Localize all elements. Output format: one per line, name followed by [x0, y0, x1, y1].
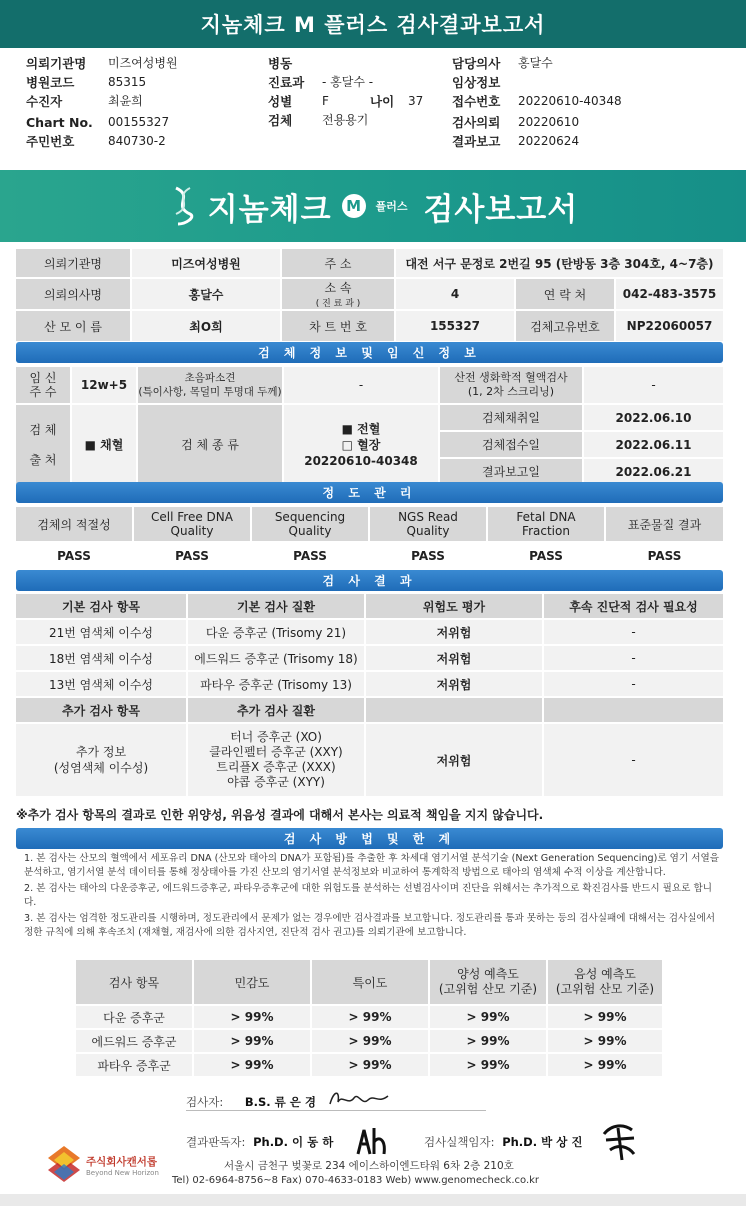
- tester-label: 검사자:: [186, 1095, 224, 1109]
- header-label: 수진자: [26, 94, 63, 109]
- qc-header: NGS Read: [398, 510, 458, 524]
- banner-m-badge: M: [342, 194, 366, 218]
- age-label: 나이: [370, 94, 395, 109]
- header-label: 병동: [268, 56, 293, 71]
- add-disease: 야콥 증후군 (XYY): [227, 775, 325, 789]
- results-header: 추가 검사 항목: [16, 698, 186, 722]
- perf-header: (고위험 산모 기준): [438, 982, 538, 996]
- qc-header-cell: [488, 507, 604, 541]
- qc-header-cell: [134, 507, 250, 541]
- specimen-table: [14, 365, 725, 486]
- add-item-cell: [16, 724, 186, 796]
- header-value: 20220624: [518, 134, 580, 148]
- screen-label: (1, 2차 스크리닝): [467, 385, 555, 398]
- info-value: 최O희: [132, 311, 280, 341]
- company-logo-icon: [46, 1144, 82, 1184]
- type-label: 검 체 종 류: [138, 405, 282, 484]
- info-value: 홍달수: [132, 279, 280, 309]
- date-value: 2022.06.21: [584, 459, 723, 484]
- report-title: 지놈체크 M 플러스 검사결과보고서: [0, 0, 746, 48]
- perf-cell: > 99%: [430, 1054, 546, 1076]
- header-value: 20220610-40348: [518, 94, 622, 108]
- header-label: 병원코드: [26, 75, 75, 90]
- footer: [0, 1140, 746, 1206]
- info-label: 의뢰의사명: [16, 279, 130, 309]
- company-address: 서울시 금천구 벚꽃로 234 에이스하이엔드타워 6차 2층 210호: [224, 1160, 514, 1172]
- date-label: 검체접수일: [440, 432, 582, 457]
- perf-cell: > 99%: [548, 1054, 662, 1076]
- add-item: 추가 정보: [75, 745, 127, 759]
- qc-header: 검체의 적절성: [16, 507, 132, 541]
- methods-text: [24, 852, 724, 941]
- dna-logo-icon: [168, 184, 198, 228]
- header-label: 검체: [268, 113, 293, 128]
- reviewer-name: Ph.D. 이 동 하: [253, 1135, 334, 1149]
- header-value: 미즈여성병원: [108, 56, 178, 70]
- banner-brand: 지놈체크: [207, 191, 332, 228]
- result-disease: 파타우 증후군 (Trisomy 13): [188, 672, 364, 696]
- footer-bar: [0, 1194, 746, 1206]
- result-follow: -: [544, 646, 723, 670]
- perf-cell: > 99%: [548, 1030, 662, 1052]
- header-value: 00155327: [108, 115, 170, 129]
- type-option: □ 혈장: [341, 437, 381, 452]
- info-label: 차 트 번 호: [282, 311, 394, 341]
- requester-info-table: [14, 247, 725, 343]
- header-value: 최윤희: [108, 94, 143, 108]
- type-id: 20220610-40348: [304, 453, 418, 468]
- qc-header: Cell Free DNA: [151, 510, 233, 524]
- patient-header: [0, 54, 746, 166]
- source-label: 출 처: [29, 452, 57, 467]
- screen-value: -: [584, 367, 723, 403]
- info-label: 산 모 이 름: [16, 311, 130, 341]
- perf-cell: 다운 증후군: [76, 1006, 192, 1028]
- company-name: 주식회사캔서롭: [86, 1156, 158, 1168]
- add-disease: 트리플X 증후군 (XXX): [216, 760, 336, 774]
- date-label: 검체채취일: [440, 405, 582, 430]
- qc-table: [14, 505, 725, 571]
- table-row: [16, 672, 723, 696]
- results-header: 추가 검사 질환: [188, 698, 364, 722]
- header-value: - 홍달수 -: [322, 75, 374, 89]
- date-label: 결과보고일: [440, 459, 582, 484]
- type-value-cell: [284, 405, 438, 484]
- info-sublabel: ( 진 료 과 ): [315, 299, 361, 309]
- screen-label-cell: [440, 367, 582, 403]
- signature-divider: [186, 1110, 486, 1111]
- perf-header: 민감도: [194, 960, 310, 1004]
- source-label: 검 체: [29, 422, 57, 437]
- ga-label-cell: [16, 367, 70, 403]
- header-label: 주민번호: [26, 134, 75, 149]
- perf-cell: > 99%: [194, 1054, 310, 1076]
- header-label: 진료과: [268, 75, 305, 90]
- perf-header-cell: [430, 960, 546, 1004]
- method-paragraph: 3. 본 검사는 엄격한 정도관리를 시행하며, 정도관리에서 문제가 없는 경우에만 검사결과를 보고합니다. 정도관리를 통과 못하는 등의 검사실패에 대해서는 검사실에서 정한 규칙에 의해 후속조치 (재채혈, 재검사에 의한 검사지연, 진단적 검사 권고)를 의뢰기관에 보고합니다.: [24, 912, 716, 939]
- qc-header: Sequencing: [274, 510, 346, 524]
- add-follow: -: [544, 724, 723, 796]
- results-header: 기본 검사 항목: [16, 594, 186, 618]
- table-row: [16, 646, 723, 670]
- results-header-empty: [544, 698, 723, 722]
- info-label: 주 소: [282, 249, 394, 277]
- header-label: 결과보고: [452, 134, 501, 149]
- header-value: F: [322, 94, 329, 108]
- signature-scribble-icon: [326, 1086, 396, 1112]
- perf-header: 양성 예측도: [457, 967, 519, 981]
- result-risk: 저위험: [366, 672, 542, 696]
- company-slogan: Beyond New Horizon: [86, 1169, 159, 1177]
- info-value: NP22060057: [616, 311, 723, 341]
- perf-cell: 파타우 증후군: [76, 1054, 192, 1076]
- tester-name: B.S. 류 은 경: [244, 1095, 316, 1109]
- result-follow: -: [544, 672, 723, 696]
- qc-value: PASS: [647, 549, 682, 563]
- qc-value: PASS: [57, 549, 91, 563]
- result-item: 18번 염색체 이수성: [16, 646, 186, 670]
- us-label: 초음파소견: [184, 372, 236, 384]
- perf-cell: > 99%: [430, 1006, 546, 1028]
- info-value: 대전 서구 문정로 2번길 95 (탄방동 3층 304호, 4~7층): [396, 249, 723, 277]
- header-value: 홍달수: [518, 56, 553, 70]
- ga-label: 임 신: [29, 371, 57, 385]
- perf-cell: > 99%: [430, 1030, 546, 1052]
- info-label: 연 락 처: [516, 279, 614, 309]
- qc-header-cell: [252, 507, 368, 541]
- qc-header: Fetal DNA: [516, 510, 576, 524]
- perf-cell: > 99%: [312, 1054, 428, 1076]
- result-item: 13번 염색체 이수성: [16, 672, 186, 696]
- source-value: ■ 채혈: [72, 405, 136, 484]
- header-label: Chart No.: [26, 115, 93, 130]
- info-value: 4: [396, 279, 514, 309]
- results-table: [14, 592, 725, 798]
- qc-header-cell: [370, 507, 486, 541]
- add-disease: 터너 증후군 (XO): [230, 730, 322, 744]
- director-name: Ph.D. 박 상 진: [502, 1135, 583, 1149]
- results-header: 기본 검사 질환: [188, 594, 364, 618]
- result-follow: -: [544, 620, 723, 644]
- banner-report: 검사보고서: [423, 191, 579, 228]
- disclaimer-note: ※추가 검사 항목의 결과로 인한 위양성, 위음성 결과에 대해서 본사는 의료적 책임을 지지 않습니다.: [16, 808, 544, 822]
- result-disease: 다운 증후군 (Trisomy 21): [188, 620, 364, 644]
- result-risk: 저위험: [366, 646, 542, 670]
- table-row: [76, 1030, 662, 1052]
- qc-header: Quality: [406, 524, 450, 538]
- header-label: 의뢰기관명: [26, 56, 87, 71]
- table-row: [16, 724, 723, 796]
- header-label: 검사의뢰: [452, 115, 501, 130]
- reviewer-label: 결과판독자:: [186, 1135, 246, 1149]
- header-value: 20220610: [518, 115, 580, 129]
- ga-label: 주 수: [29, 385, 57, 399]
- director-label: 검사실책임자:: [424, 1135, 495, 1149]
- perf-cell: > 99%: [312, 1030, 428, 1052]
- date-value: 2022.06.11: [584, 432, 723, 457]
- qc-value: PASS: [411, 549, 445, 563]
- header-label: 성별: [268, 94, 293, 109]
- section-results: 검 사 결 과: [16, 570, 723, 591]
- us-value: -: [284, 367, 438, 403]
- qc-value: PASS: [529, 549, 563, 563]
- qc-header: Fraction: [522, 524, 570, 538]
- table-row: [76, 1006, 662, 1028]
- section-methods: 검 사 방 법 및 한 계: [16, 828, 723, 849]
- qc-value: PASS: [175, 549, 209, 563]
- screen-label: 산전 생화학적 혈액검사: [454, 371, 568, 384]
- report-banner: [0, 170, 746, 242]
- header-label: 담당의사: [452, 56, 501, 71]
- results-header-empty: [366, 698, 542, 722]
- tester-signature: [186, 1094, 316, 1110]
- header-label: 접수번호: [452, 94, 501, 109]
- add-disease: 클라인펠터 증후군 (XXY): [209, 745, 343, 759]
- perf-header: 검사 항목: [76, 960, 192, 1004]
- perf-header-cell: [548, 960, 662, 1004]
- company-contact: Tel) 02-6964-8756~8 Fax) 070-4633-0183 Web) www.genomecheck.co.kr: [172, 1175, 540, 1186]
- results-header: 위험도 평가: [366, 594, 542, 618]
- info-value: 미즈여성병원: [132, 249, 280, 277]
- method-paragraph: 2. 본 검사는 태아의 다운증후군, 에드워드증후군, 파타우증후군에 대한 위험도를 분석하는 선별검사이며 진단을 위해서는 추가적으로 확진검사를 반드시 필요로 합니다.: [24, 882, 713, 909]
- us-label: (특이사항, 목덜미 투명대 두께): [138, 386, 282, 398]
- perf-cell: > 99%: [312, 1006, 428, 1028]
- info-value: 042-483-3575: [616, 279, 723, 309]
- info-value: 155327: [396, 311, 514, 341]
- results-header: 후속 진단적 검사 필요성: [544, 594, 723, 618]
- header-label: 임상정보: [452, 75, 501, 90]
- result-item: 21번 염색체 이수성: [16, 620, 186, 644]
- qc-header: Quality: [170, 524, 214, 538]
- add-diseases-cell: [188, 724, 364, 796]
- header-value: 85315: [108, 75, 147, 89]
- perf-cell: > 99%: [548, 1006, 662, 1028]
- section-specimen: 검 체 정 보 및 임 신 정 보: [16, 342, 723, 363]
- qc-header: 표준물질 결과: [606, 507, 723, 541]
- perf-cell: 에드워드 증후군: [76, 1030, 192, 1052]
- info-label-group: [282, 279, 394, 309]
- perf-header: 특이도: [312, 960, 428, 1004]
- add-item: (성염색체 이수성): [53, 761, 149, 775]
- source-label-cell: [16, 405, 70, 484]
- age-value: 37: [408, 94, 424, 108]
- date-value: 2022.06.10: [584, 405, 723, 430]
- add-risk: 저위험: [366, 724, 542, 796]
- header-value: 전용용기: [322, 113, 369, 127]
- perf-header: 음성 예측도: [574, 967, 636, 981]
- type-option: ■ 전혈: [341, 421, 381, 436]
- info-label: 의뢰기관명: [16, 249, 130, 277]
- us-label-cell: [138, 367, 282, 403]
- info-label: 검체고유번호: [516, 311, 614, 341]
- qc-header: Quality: [288, 524, 332, 538]
- ga-value: 12w+5: [72, 367, 136, 403]
- qc-value: PASS: [293, 549, 327, 563]
- table-row: [76, 1054, 662, 1076]
- perf-header: (고위험 산모 기준): [555, 982, 655, 996]
- performance-table: [74, 958, 664, 1078]
- result-disease: 에드워드 증후군 (Trisomy 18): [188, 646, 364, 670]
- method-paragraph: 1. 본 검사는 산모의 혈액에서 세포유리 DNA (산모와 태아의 DNA가 포함됨)를 추출한 후 차세대 염기서열 분석기술 (Next Generation Sequencing)로 염기 서열을 분석하고, 염기서열 분석 데이터를 통해 정상태아를 가진 산모의 염기서열 분석정보와 비교하여 통계학적 방법으로 태아의 염색체 수적 이상을 계산합니다.: [24, 853, 720, 879]
- result-risk: 저위험: [366, 620, 542, 644]
- perf-cell: > 99%: [194, 1030, 310, 1052]
- table-row: [16, 620, 723, 644]
- section-qc: 정 도 관 리: [16, 482, 723, 503]
- header-value: 840730-2: [108, 134, 166, 148]
- info-label: 소 속: [324, 281, 352, 295]
- perf-cell: > 99%: [194, 1006, 310, 1028]
- banner-plus: 플러스: [375, 200, 408, 213]
